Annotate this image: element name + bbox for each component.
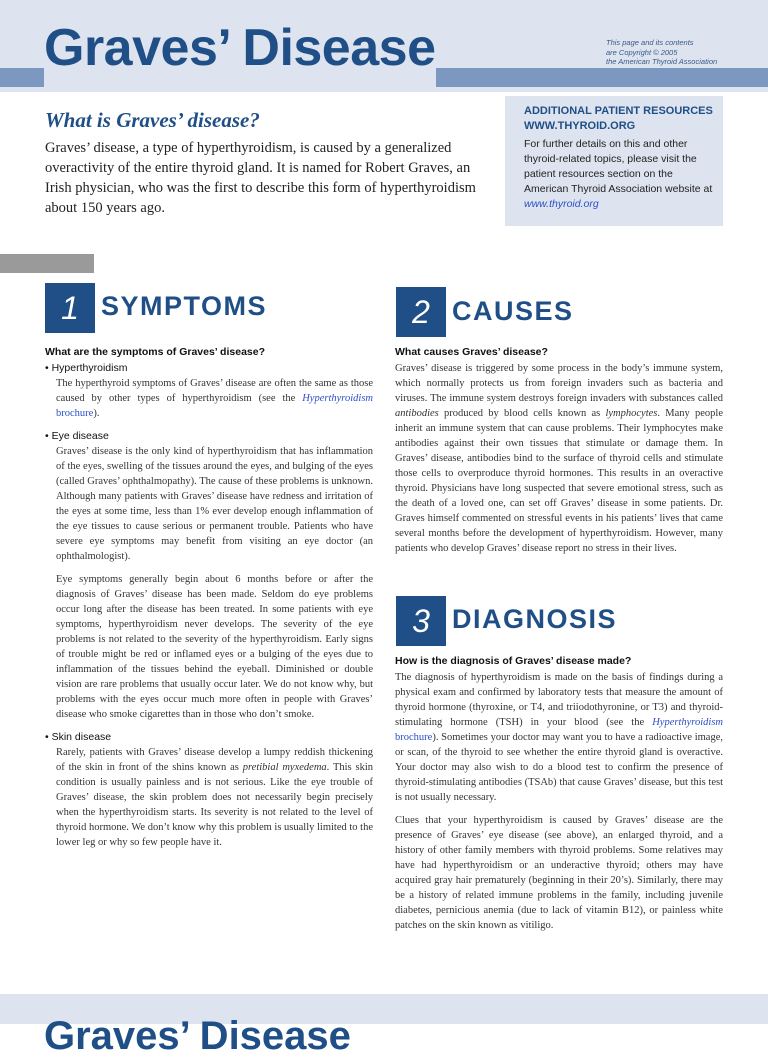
hyperthyroidism-heading: • Hyperthyroidism xyxy=(45,362,128,374)
skin-disease-text: Rarely, patients with Graves’ disease develop a lumpy reddish thickening of the skin in front of the shins known as pretibial myxedema. This skin condition is usually painless and is not serious. Like the eye trouble of Graves’ disease, the skin problem does not necessarily begin precisely when the hyperthyroidism starts. Its severity is not related to the level of thyroid hormone. We don’t know why this problem is usually limited to the lower leg or why so few people have it. xyxy=(56,747,373,848)
page-title: Graves’ Disease xyxy=(44,19,436,77)
eye-disease-heading: • Eye disease xyxy=(45,430,109,442)
symptoms-number: 1 xyxy=(45,283,95,333)
causes-question: What causes Graves’ disease? xyxy=(395,346,548,358)
causes-number: 2 xyxy=(396,287,446,337)
diagnosis-title: DIAGNOSIS xyxy=(452,604,618,634)
hyperthyroidism-brochure-link[interactable]: Hyperthyroidism xyxy=(302,393,373,404)
intro-question: What is Graves’ disease? xyxy=(45,108,260,132)
resources-text: For further details on this and other thyroid-related topics, please visit the patient resources section on the American Thyroid Association website at www.thyroid.org xyxy=(524,138,713,210)
resources-title: ADDITIONAL PATIENT RESOURCES xyxy=(524,105,713,117)
diagnosis-text-1: The diagnosis of hyperthyroidism is made on the basis of findings during a physical exam and confirmed by laboratory tests that measure the amount of thyroid hormone (thyroxine, or T4, and triiodothyronine, or T3) and thyroid-stimulating hormone (TSH) in your blood (see the Hyperthyroidism brochure). Sometimes your doctor may want you to have a radioactive image, or scan, of the thyroid to see whether the entire thyroid gland is overactive. Your doctor may also wish to do a blood test to confirm the presence of thyroid-stimulating antibodies (TSAb) that cause Graves’ disease, but this test is not usually necessary. xyxy=(395,672,723,803)
intro-text: Graves’ disease, a type of hyperthyroidism, is caused by a generalized overactivity of the entire thyroid gland. It is named for Robert Graves, an Irish physician, who was the first to describe this form of hyperthyroidism about 150 years ago. xyxy=(45,140,476,216)
copyright-notice: This page and its contents are Copyright © 2005 the American Thyroid Association xyxy=(606,38,718,66)
diagnosis-column xyxy=(395,654,723,933)
resources-box xyxy=(505,96,723,226)
diagnosis-number: 3 xyxy=(396,596,446,646)
symptoms-question: What are the symptoms of Graves’ disease? xyxy=(45,346,265,358)
hyperthyroidism-text: The hyperthyroid symptoms of Graves’ disease are often the same as those caused by other types of hyperthyroidism (see the Hyperthyroidism brochure). xyxy=(56,378,373,419)
diagnosis-text-2: Clues that your hyperthyroidism is caused by Graves’ disease are the presence of Graves’ eye disease (see above), an enlarged thyroid, and a history of other family members with thyroid problems. Some relatives may have had hyperthyroidism or an underactive thyroid; others may have acquired gray hair prematurely (beginning in their 20’s). Similarly, there may be a history of related immune problems in the family, including juvenile diabetes, pernicious anemia (due to lack of vitamin B12), or painless white patches on the skin known as vitiligo. xyxy=(395,815,723,931)
symptoms-title: SYMPTOMS xyxy=(101,291,268,321)
skin-disease-heading: • Skin disease xyxy=(45,731,112,743)
diagnosis-question: How is the diagnosis of Graves’ disease made? xyxy=(395,655,632,667)
symptoms-column xyxy=(45,345,373,850)
eye-disease-text-2: Eye symptoms generally begin about 6 months before or after the diagnosis of Graves’ disease has been made. Seldom do eye problems occur long after the disease has been treated. In some patients with eye symptoms, hyperthyroidism never develops. The severity of the eye problems is not related to the severity of the hyperthyroidism. Early signs of trouble might be red or inflamed eyes or a bulging of the eyes due to inflammation of the tissues behind the eyeball. Diminished or double vision are rare problems that usually occur later. We do not know why, but problems with the eyes occur much more often in people with Graves’ disease who smoke cigarettes than in those who don’t smoke. xyxy=(56,574,373,720)
eye-disease-text-1: Graves’ disease is the only kind of hyperthyroidism that has inflammation of the eyes, swelling of the tissues around the eyes, and bulging of the eyes (called Graves’ ophthalmopathy). The cause of these problems is unknown. Although many patients with Graves’ disease have redness and irritation of the eyes at some time, less than 1% ever develop enough inflammation of the eye tissues to cause serious or permanent trouble. Patients who have severe eye symptoms may benefit from visiting an eye doctor (an ophthalmologist). xyxy=(56,446,373,562)
hyperthyroidism-brochure-link-2[interactable]: Hyperthyroidism brochure xyxy=(395,717,723,743)
causes-text: Graves’ disease is triggered by some process in the body’s immune system, which normally protects us from foreign invaders such as bacteria and viruses. The immune system destroys foreign invaders with substances called antibodies produced by blood cells known as lymphocytes. Many people inherit an immune system that can cause problems. Their lymphocytes make antibodies against their own tissues that stimulate or damage them. In Graves’ disease, antibodies bind to the surface of thyroid cells and stimulate those cells to overproduce thyroid hormones. This results in an overactive thyroid. Physicians have long suspected that severe emotional stress, such as the death of a loved one, can set off Graves’ disease in some patients. Dr. Graves himself commented on stressful events in his patients’ lives that came several months before the development of hyperthyroidism. However, many patients who develop Graves’ disease report no stress in their lives. xyxy=(395,363,723,554)
causes-column xyxy=(395,345,723,556)
causes-title: CAUSES xyxy=(452,296,574,326)
footer-title: Graves’ Disease xyxy=(44,1014,351,1058)
section-divider-bar xyxy=(0,254,94,273)
resources-link[interactable]: www.thyroid.org xyxy=(524,198,599,210)
resources-url[interactable]: WWW.THYROID.ORG xyxy=(524,120,636,132)
